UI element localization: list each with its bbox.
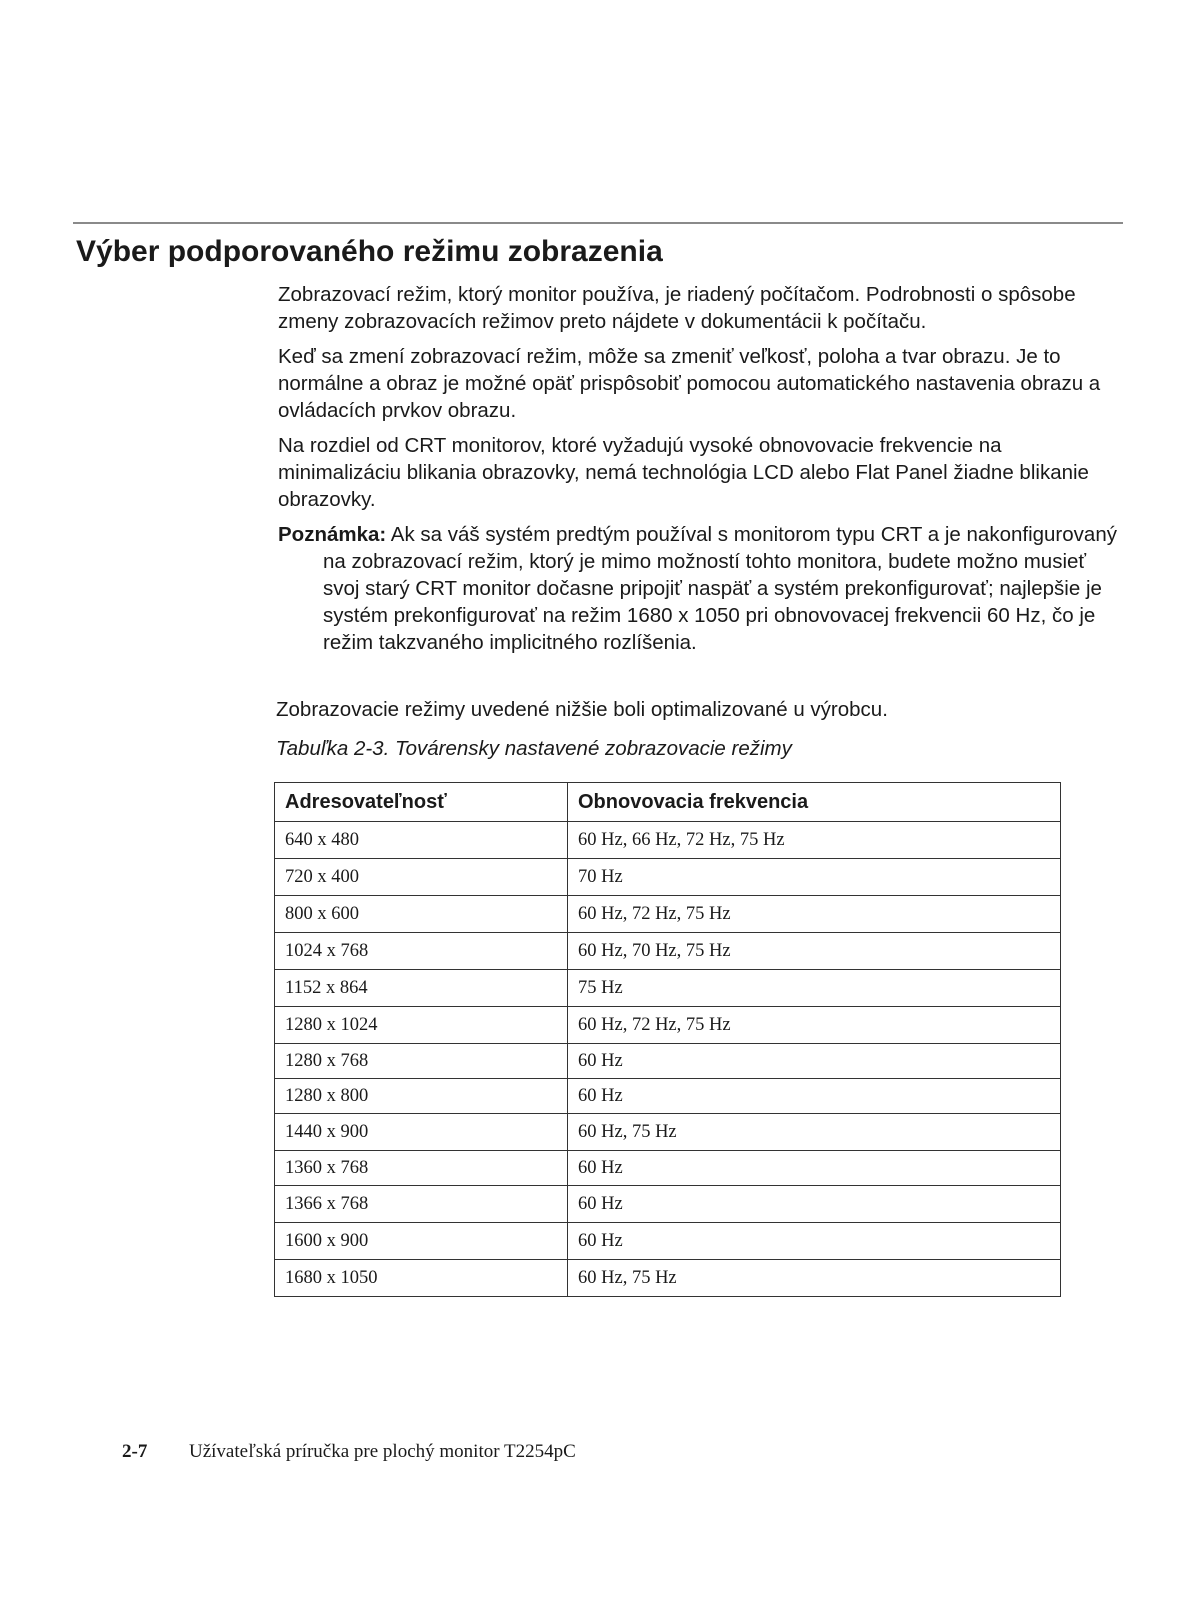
refresh-rate-cell: 60 Hz xyxy=(568,1079,1061,1114)
refresh-rate-cell: 60 Hz, 66 Hz, 72 Hz, 75 Hz xyxy=(568,822,1061,859)
resolution-cell: 640 x 480 xyxy=(275,822,568,859)
refresh-rate-cell: 60 Hz, 72 Hz, 75 Hz xyxy=(568,1007,1061,1044)
table-row xyxy=(275,970,1061,1007)
refresh-rate-cell: 60 Hz, 72 Hz, 75 Hz xyxy=(568,896,1061,933)
table-caption: Tabuľka 2-3. Továrensky nastavené zobrazovacie režimy xyxy=(276,737,792,760)
resolution-cell: 800 x 600 xyxy=(275,896,568,933)
header-refresh-rate: Obnovovacia frekvencia xyxy=(568,783,1061,822)
refresh-rate-cell: 75 Hz xyxy=(568,970,1061,1007)
paragraph-mode-change: Keď sa zmení zobrazovací režim, môže sa zmeniť veľkosť, poloha a tvar obrazu. Je to normálne a obraz je možné opäť prispôsobiť pomocou automatického nastavenia obrazu a ovládacích prvkov obrazu. xyxy=(278,345,1101,422)
refresh-rate-cell: 60 Hz, 75 Hz xyxy=(568,1260,1061,1297)
document-title: Užívateľská príručka pre plochý monitor T2254pC xyxy=(189,1441,576,1462)
note xyxy=(278,521,1128,656)
page-number: 2-7 xyxy=(122,1441,148,1462)
refresh-rate-cell: 60 Hz, 70 Hz, 75 Hz xyxy=(568,933,1061,970)
resolution-cell: 1440 x 900 xyxy=(275,1114,568,1151)
table-row xyxy=(275,1007,1061,1044)
resolution-cell: 1280 x 1024 xyxy=(275,1007,568,1044)
resolution-cell: 1024 x 768 xyxy=(275,933,568,970)
refresh-rate-cell: 60 Hz xyxy=(568,1223,1061,1260)
page-footer xyxy=(122,1440,576,1464)
table-intro: Zobrazovacie režimy uvedené nižšie boli optimalizované u výrobcu. xyxy=(276,698,888,721)
body-text xyxy=(278,281,1128,656)
resolution-cell: 720 x 400 xyxy=(275,859,568,896)
table-row xyxy=(275,896,1061,933)
table-row xyxy=(275,1186,1061,1223)
note-text: Ak sa váš systém predtým používal s monitorom typu CRT a je nakonfigurovaný na zobrazovací režim, ktorý je mimo možností tohto monitora, budete možno musieť svoj starý CRT monitor dočasne pripojiť naspäť a systém prekonfigurovať; najlepšie je systém prekonfigurovať na režim 1680 x 1050 pri obnovovacej frekvencii 60 Hz, čo je režim takzvaného implicitného rozlíšenia. xyxy=(323,523,1117,654)
note-label: Poznámka: xyxy=(278,523,387,546)
section-divider xyxy=(73,222,1123,224)
header-addressability: Adresovateľnosť xyxy=(275,783,568,822)
resolution-cell: 1680 x 1050 xyxy=(275,1260,568,1297)
table-row xyxy=(275,822,1061,859)
table-row xyxy=(275,933,1061,970)
table-row xyxy=(275,1223,1061,1260)
resolution-cell: 1280 x 800 xyxy=(275,1079,568,1114)
refresh-rate-cell: 60 Hz xyxy=(568,1151,1061,1186)
table-row xyxy=(275,1079,1061,1114)
resolution-cell: 1366 x 768 xyxy=(275,1186,568,1223)
resolution-cell: 1360 x 768 xyxy=(275,1151,568,1186)
table-row xyxy=(275,1114,1061,1151)
paragraph-display-mode: Zobrazovací režim, ktorý monitor používa, je riadený počítačom. Podrobnosti o spôsobe zmeny zobrazovacích režimov preto nájdete v dokumentácii k počítaču. xyxy=(278,283,1076,333)
resolution-cell: 1280 x 768 xyxy=(275,1044,568,1079)
table-row xyxy=(275,859,1061,896)
paragraph-crt-comparison: Na rozdiel od CRT monitorov, ktoré vyžadujú vysoké obnovovacie frekvencie na minimalizáciu blikania obrazovky, nemá technológia LCD alebo Flat Panel žiadne blikanie obrazovky. xyxy=(278,434,1089,511)
table-row xyxy=(275,1260,1061,1297)
table-row xyxy=(275,1044,1061,1079)
display-modes-table xyxy=(274,782,1061,1297)
resolution-cell: 1152 x 864 xyxy=(275,970,568,1007)
section-heading: Výber podporovaného režimu zobrazenia xyxy=(76,235,663,268)
refresh-rate-cell: 60 Hz, 75 Hz xyxy=(568,1114,1061,1151)
refresh-rate-cell: 60 Hz xyxy=(568,1044,1061,1079)
refresh-rate-cell: 60 Hz xyxy=(568,1186,1061,1223)
resolution-cell: 1600 x 900 xyxy=(275,1223,568,1260)
table-header-row xyxy=(275,783,1061,822)
table-row xyxy=(275,1151,1061,1186)
refresh-rate-cell: 70 Hz xyxy=(568,859,1061,896)
